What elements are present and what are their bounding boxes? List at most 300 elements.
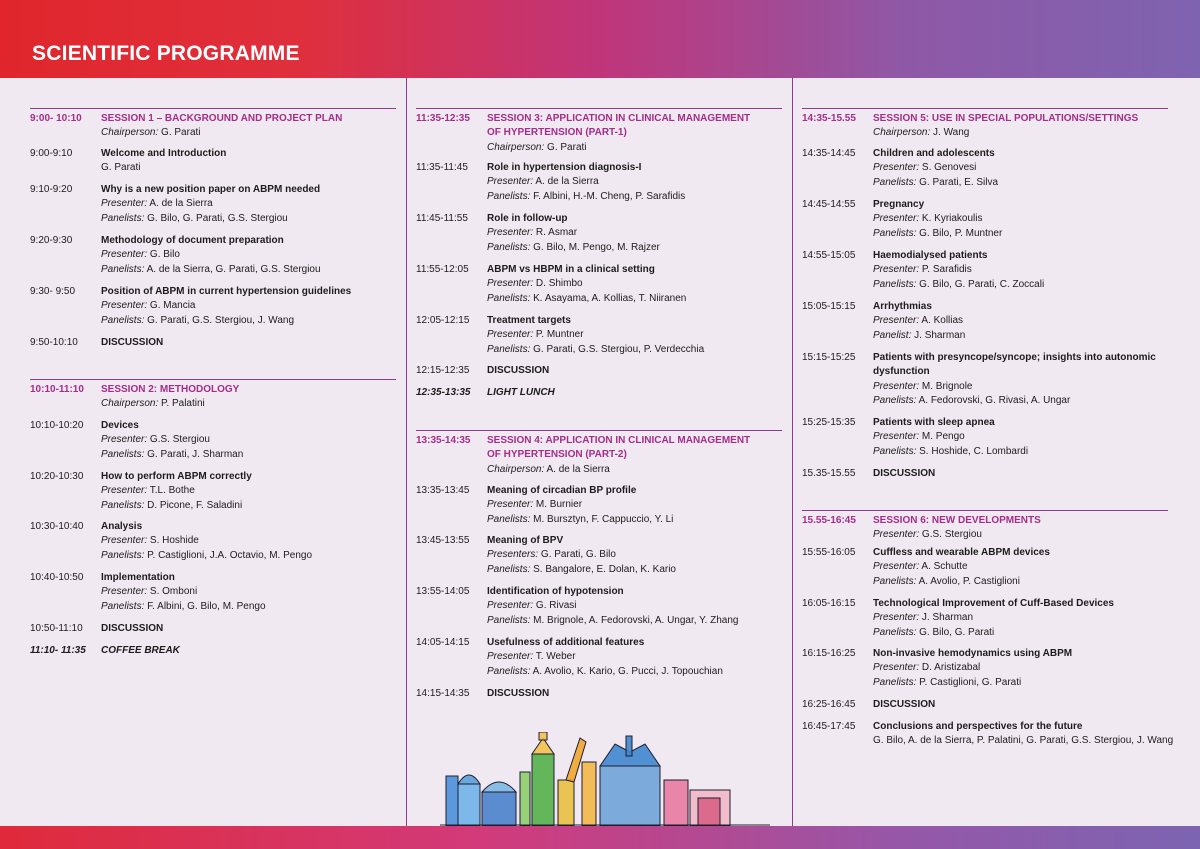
time-slot: 12:35-13:35 [416,387,471,398]
item-detail [873,126,1168,140]
time-slot: 9:50-10:10 [30,337,78,348]
item-title: Analysis [101,521,143,532]
time-slot: 11:10- 11:35 [30,645,86,656]
session-header [802,510,1168,541]
people-names: J. Sharman [919,612,974,624]
item-title: DISCUSSION [873,468,936,479]
people-names: J. Wang [930,127,970,139]
item-detail [487,277,782,291]
item-content [873,198,1168,241]
item-title: DISCUSSION [101,623,164,634]
people-names: G. Rivasi [533,600,577,612]
item-detail [873,445,1168,459]
time-slot: 10:10-10:20 [30,420,84,431]
people-names: T.L. Bothe [147,485,195,497]
people-names: G. Parati, G. Bilo [538,549,616,561]
role-label: Panelist: [873,329,912,341]
item-content [101,644,396,658]
item-content [873,546,1168,589]
item-detail [101,197,396,211]
people-names: P. Castiglioni, J.A. Octavio, M. Pengo [144,549,313,561]
item-detail [101,600,396,614]
time-slot: 10:10-11:10 [30,384,84,395]
people-names: G. Parati, G.S. Stergiou, J. Wang [144,314,295,326]
item-detail [101,448,396,462]
role-label: Panelists: [101,499,145,511]
role-label: Panelists: [487,513,531,525]
people-names: A. Avolio, K. Kario, G. Pucci, J. Topouchian [530,665,723,677]
role-label: Panelists: [101,212,145,224]
people-names: M. Brignole, A. Fedorovski, A. Ungar, Y. Zhang [530,614,739,626]
item-title: LIGHT LUNCH [487,387,555,398]
people-names: A. Schutte [919,561,968,573]
role-label: Presenter: [873,315,920,327]
people-names: P. Sarafidis [919,264,972,276]
role-label: Panelists: [487,614,531,626]
time-slot: 14:05-14:15 [416,637,470,648]
item-content [487,386,782,400]
people-names: M. Pengo [919,431,965,443]
role-label: Panelists: [487,563,531,575]
footer-banner [0,826,1200,849]
item-detail [101,212,396,226]
item-content [487,364,782,378]
item-content [101,419,396,462]
time-slot: 14:45-14:55 [802,199,856,210]
people-names: G. Parati, J. Sharman [144,448,244,460]
people-names: A. Fedorovski, G. Rivasi, A. Ungar [916,394,1071,406]
time-slot: 16:45-17:45 [802,721,856,732]
people-names: G.S. Stergiou [147,434,210,446]
role-label: Presenter: [101,249,148,261]
item-detail [487,292,782,306]
item-title: Why is a new position paper on ABPM needed [101,184,321,195]
time-slot: 13:55-14:05 [416,586,470,597]
item-detail [487,513,782,527]
session-header [416,430,782,475]
item-detail [873,560,1168,574]
role-label: Presenter: [101,485,148,497]
item-title: DISCUSSION [101,337,164,348]
people-names: P. Castiglioni, G. Parati [916,676,1022,688]
role-label: Presenter: [487,651,534,663]
item-title: Meaning of BPV [487,535,564,546]
people-names: M. Brignole [919,380,973,392]
item-title: OF HYPERTENSION (PART-2) [487,449,627,461]
role-label: Panelists: [873,278,917,290]
item-content [873,416,1168,459]
item-detail [873,394,1168,408]
time-slot: 11:35-12:35 [416,113,470,124]
item-content [101,336,396,350]
time-slot: 16:25-16:45 [802,699,856,710]
item-detail [873,430,1168,444]
people-names: G. Bilo, G. Parati, C. Zoccali [916,278,1045,290]
role-label: Chairperson: [101,398,159,410]
item-detail [101,397,396,411]
item-title: Devices [101,420,139,431]
time-slot: 15:15-15:25 [802,352,856,363]
people-names: K. Kyriakoulis [919,213,983,225]
item-content [101,234,396,277]
item-title: SESSION 2: METHODOLOGY [101,384,240,395]
time-slot: 13:35-13:45 [416,485,470,496]
time-slot: 10:30-10:40 [30,521,84,532]
people-names: M. Burnier [533,499,583,511]
time-slot: 10:50-11:10 [30,623,83,634]
item-title: ABPM vs HBPM in a clinical setting [487,264,655,275]
role-label: Panelists: [101,263,145,275]
role-label: Panelists: [873,626,917,638]
people-names: F. Albini, H.-M. Cheng, P. Sarafidis [530,190,686,202]
item-title: Role in hypertension diagnosis-I [487,162,642,173]
item-title: Patients with sleep apnea [873,417,995,428]
item-title: SESSION 1 – BACKGROUND AND PROJECT PLAN [101,113,343,124]
item-detail [487,614,782,628]
item-content [487,534,782,577]
milan-skyline-illustration [440,732,770,826]
item-content [101,285,396,328]
item-content [873,351,1168,408]
item-title: Haemodialysed patients [873,250,988,261]
role-label: Presenter: [101,434,148,446]
item-detail [487,665,782,679]
item-title: Position of ABPM in current hypertension guidelines [101,286,352,297]
role-label: Presenter: [487,278,534,290]
item-title: Implementation [101,572,175,583]
item-detail [873,212,1168,226]
role-label: Presenter: [101,198,148,210]
item-detail [101,263,396,277]
people-names: G. Parati, E. Silva [916,176,999,188]
header-banner [0,0,1200,78]
item-detail [101,299,396,313]
item-content [101,622,396,636]
item-content [101,520,396,563]
people-names: G. Parati [101,162,141,174]
role-label: Presenter: [873,561,920,573]
item-detail [101,484,396,498]
item-title: DISCUSSION [487,688,550,699]
item-title: Treatment targets [487,315,571,326]
item-detail [487,226,782,240]
item-content [873,112,1168,141]
session-header [802,108,1168,139]
people-names: G. Parati, G.S. Stergiou, P. Verdecchia [530,343,705,355]
item-title: Role in follow-up [487,213,568,224]
item-title: Arrhythmias [873,301,932,312]
item-title: How to perform ABPM correctly [101,471,252,482]
time-slot: 13:45-13:55 [416,535,470,546]
item-content [873,720,1174,749]
item-detail [873,176,1168,190]
item-detail [487,563,782,577]
item-title: DISCUSSION [873,699,936,710]
time-slot: 11:45-11:55 [416,213,468,224]
role-label: Chairperson: [487,463,545,475]
role-label: Presenter: [487,176,534,188]
time-slot: 15.35-15.55 [802,468,856,479]
time-slot: 9:30- 9:50 [30,286,76,297]
item-content [873,698,1168,712]
item-content [873,300,1168,343]
column-divider [406,78,407,826]
time-slot: 11:35-11:45 [416,162,468,173]
people-names: T. Weber [533,651,576,663]
role-label: Panelists: [873,394,917,406]
people-names: G.S. Stergiou [919,529,982,541]
item-detail [873,626,1168,640]
item-title: Methodology of document preparation [101,235,284,246]
item-detail [101,534,396,548]
item-detail [487,599,782,613]
item-detail [487,328,782,342]
item-title: Non-invasive hemodynamics using ABPM [873,648,1073,659]
time-slot: 16:05-16:15 [802,598,856,609]
item-detail [873,661,1168,675]
time-slot: 10:20-10:30 [30,471,84,482]
item-detail [873,227,1168,241]
people-names: A. de la Sierra [533,176,599,188]
item-title: dysfunction [873,366,930,378]
item-detail [487,190,782,204]
people-names: S. Omboni [147,586,198,598]
item-title: Technological Improvement of Cuff-Based Devices [873,598,1114,609]
item-content [487,687,782,701]
item-detail [101,499,396,513]
people-names: G. Mancia [147,300,196,312]
role-label: Presenter: [487,499,534,511]
role-label: Presenters: [487,549,539,561]
item-detail [101,248,396,262]
item-detail [101,161,396,175]
people-names: F. Albini, G. Bilo, M. Pengo [144,600,266,612]
item-content [487,585,782,628]
session-header [30,379,396,410]
item-content [487,263,782,306]
time-slot: 11:55-12:05 [416,264,469,275]
role-label: Presenter: [873,380,920,392]
item-detail [873,734,1174,748]
time-slot: 15:05-15:15 [802,301,856,312]
item-detail [873,161,1168,175]
item-content [873,249,1168,292]
item-detail [487,650,782,664]
role-label: Panelists: [873,676,917,688]
role-label: Presenter: [873,431,920,443]
role-label: Presenter: [873,162,920,174]
item-detail [873,278,1168,292]
item-detail [101,314,396,328]
item-content [101,571,396,614]
item-detail [101,585,396,599]
item-detail [487,463,782,477]
time-slot: 14:15-14:35 [416,688,470,699]
role-label: Presenter: [101,300,148,312]
item-detail [873,528,1168,542]
item-content [101,147,396,176]
role-label: Chairperson: [487,141,545,153]
time-slot: 14:35-15.55 [802,113,856,124]
time-slot: 15.55-16:45 [802,515,856,526]
role-label: Panelists: [487,241,531,253]
people-names: S. Hoshide [147,535,199,547]
role-label: Panelists: [873,176,917,188]
item-title: Welcome and Introduction [101,148,227,159]
role-label: Presenter: [101,586,148,598]
role-label: Presenter: [873,529,920,541]
time-slot: 15:55-16:05 [802,547,856,558]
role-label: Panelists: [101,314,145,326]
item-title: SESSION 5: USE IN SPECIAL POPULATIONS/SETTINGS [873,113,1139,124]
item-detail [873,575,1168,589]
programme-column-1 [30,78,396,826]
people-names: P. Palatini [158,398,205,410]
item-content [101,383,396,412]
item-detail [101,126,396,140]
people-names: G. Parati [158,127,201,139]
item-content [873,147,1168,190]
item-title: SESSION 4: APPLICATION IN CLINICAL MANAGEMENT [487,435,751,446]
item-title: Children and adolescents [873,148,995,159]
people-names: G. Parati [544,141,587,153]
role-label: Chairperson: [101,127,159,139]
people-names: G. Bilo, G. Parati [916,626,995,638]
role-label: Panelists: [101,549,145,561]
item-title: Meaning of circadian BP profile [487,485,637,496]
people-names: S. Bangalore, E. Dolan, K. Kario [530,563,676,575]
people-names: A. Avolio, P. Castiglioni [916,575,1020,587]
item-title: COFFEE BREAK [101,645,180,656]
item-detail [487,498,782,512]
people-names: A. Kollias [919,315,964,327]
item-content [873,514,1168,543]
role-label: Panelists: [873,575,917,587]
item-content [487,112,782,155]
item-content [873,647,1168,690]
item-content [487,161,782,204]
time-slot: 9:00-9:10 [30,148,73,159]
item-title: SESSION 3: APPLICATION IN CLINICAL MANAGEMENT [487,113,751,124]
role-label: Presenter: [873,213,920,225]
role-label: Chairperson: [873,127,931,139]
item-content [873,597,1168,640]
people-names: R. Asmar [533,227,578,239]
item-title: Patients with presyncope/syncope; insights into autonomic [873,352,1156,363]
time-slot: 14:35-14:45 [802,148,856,159]
item-title: OF HYPERTENSION (PART-1) [487,127,627,139]
item-title: DISCUSSION [487,365,550,376]
item-detail [873,676,1168,690]
people-names: G. Bilo, P. Muntner [916,227,1003,239]
programme-column-3 [802,78,1174,826]
item-detail [487,241,782,255]
item-detail [487,548,782,562]
item-detail [873,314,1168,328]
role-label: Presenter: [873,612,920,624]
people-names: M. Bursztyn, F. Cappuccio, Y. Li [530,513,674,525]
item-content [487,212,782,255]
item-detail [873,263,1168,277]
item-detail [101,433,396,447]
time-slot: 10:40-10:50 [30,572,84,583]
item-content [101,470,396,513]
people-names: D. Aristizabal [919,662,981,674]
role-label: Presenter: [873,264,920,276]
people-names: K. Asayama, A. Kollias, T. Niiranen [530,292,687,304]
item-detail [487,141,782,155]
people-names: P. Muntner [533,329,584,341]
item-content [487,636,782,679]
people-names: G. Bilo, G. Parati, G.S. Stergiou [144,212,288,224]
item-title: Usefulness of additional features [487,637,645,648]
role-label: Panelists: [487,190,531,202]
item-detail [487,343,782,357]
people-names: A. de la Sierra [147,198,213,210]
item-title: Conclusions and perspectives for the future [873,721,1083,732]
role-label: Panelists: [101,448,145,460]
people-names: A. de la Sierra, G. Parati, G.S. Stergiou [144,263,321,275]
item-detail [873,380,1168,394]
item-detail [873,611,1168,625]
role-label: Presenter: [873,662,920,674]
item-title: Identification of hypotension [487,586,624,597]
time-slot: 9:10-9:20 [30,184,73,195]
people-names: G. Bilo, A. de la Sierra, P. Palatini, G. Parati, G.S. Stergiou, J. Wang [873,735,1174,747]
time-slot: 12:05-12:15 [416,315,470,326]
role-label: Presenter: [487,227,534,239]
role-label: Panelists: [873,445,917,457]
role-label: Panelists: [487,343,531,355]
people-names: A. de la Sierra [544,463,610,475]
programme-column-2 [416,78,782,826]
role-label: Panelists: [873,227,917,239]
item-title: SESSION 6: NEW DEVELOPMENTS [873,515,1041,526]
people-names: G. Bilo, M. Pengo, M. Rajzer [530,241,660,253]
time-slot: 12:15-12:35 [416,365,470,376]
column-divider [792,78,793,826]
session-header [30,108,396,139]
role-label: Presenter: [487,600,534,612]
page-title: SCIENTIFIC PROGRAMME [32,42,300,65]
item-content [487,434,782,477]
item-content [873,467,1168,481]
people-names: G. Bilo [147,249,180,261]
item-content [101,183,396,226]
people-names: D. Shimbo [533,278,583,290]
item-content [101,112,396,141]
role-label: Presenter: [487,329,534,341]
time-slot: 13:35-14:35 [416,435,471,446]
item-detail [101,549,396,563]
people-names: S. Hoshide, C. Lombardi [916,445,1029,457]
role-label: Panelists: [487,665,531,677]
time-slot: 9:20-9:30 [30,235,73,246]
item-content [487,484,782,527]
time-slot: 15:25-15:35 [802,417,856,428]
role-label: Presenter: [101,535,148,547]
time-slot: 14:55-15:05 [802,250,856,261]
item-detail [487,175,782,189]
people-names: J. Sharman [911,329,966,341]
item-content [487,314,782,357]
time-slot: 9:00- 10:10 [30,113,82,124]
item-detail [873,329,1168,343]
role-label: Panelists: [101,600,145,612]
item-title: Cuffless and wearable ABPM devices [873,547,1050,558]
time-slot: 16:15-16:25 [802,648,856,659]
item-title: Pregnancy [873,199,925,210]
